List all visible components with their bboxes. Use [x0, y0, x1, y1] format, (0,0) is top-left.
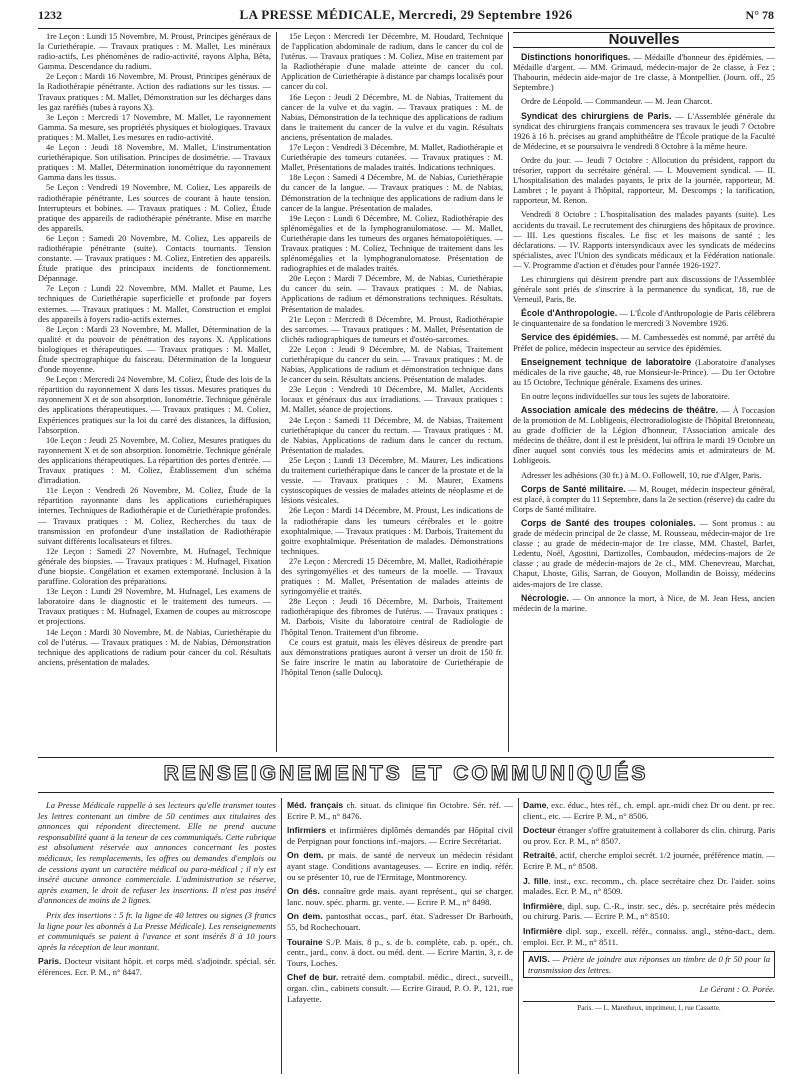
ad-lead: On dem.: [287, 850, 324, 861]
news-text: — À l'occasion de la promotion de M. Lobligeois, électroradiologiste de l'hôpital Bretonneau, au grade d'officier de la Légion d'honneur, l'Association amicale des médecins de théâtre, dont il est le président, lui offrira le mardi 19 Octobre un dîner auquel sont conviés tous les médecins amis et admirateurs de M. Lobligeois.: [513, 406, 775, 466]
news-text: En outre leçons individuelles sur tous les sujets de laboratoire.: [521, 391, 730, 401]
ad-lead: Infirmière: [523, 925, 563, 936]
news-item: [513, 470, 775, 481]
renseignements-column-1: [38, 800, 276, 1072]
lesson-paragraph: 9e Leçon : Mercredi 24 Novembre, M. Coliez, Étude des lois de la répartition du rayonnement X dans les tissus. Mesures pratiques du rayonnement X et de son absorption. Ionométrie. Technique générale des applications thérapeutiques. — Travaux pratiques : M. Coliez, Expériences pratiques sur la loi du carré des distances, la diffusion, l'absorption.: [38, 375, 271, 435]
nouvelles-column: [513, 32, 775, 748]
column-divider: [281, 798, 282, 1074]
lesson-paragraph: 28e Leçon : Jeudi 16 Décembre, M. Darbois, Traitement radiothérapique des fibromes de l'utérus. — Travaux pratiques : M. Darbois, Visite du laboratoire central de Radiologie de l'hôpital Tenon. Traitement d'un fibrome.: [281, 597, 503, 637]
news-item: [513, 357, 775, 388]
ad-lead: Infirmiers: [287, 825, 327, 836]
news-heading: Distinctions honorifiques.: [521, 52, 631, 63]
ad-text: pantosthat occas., parf. état. S'adresser Dr Barbouth, 55, bd Rochechouart.: [287, 911, 513, 932]
lesson-paragraph: 16e Leçon : Jeudi 2 Décembre, M. de Nabias, Traitement du cancer de la vulve et du vagin. — Travaux pratiques : M. de Nabias, Démonstration de la technique des applications de radium dans le traitement du cancer de la vulve et du vagin. Résultats anciens, présentation de malades.: [281, 92, 503, 142]
page-number: 1232: [38, 8, 62, 22]
printer-line: Paris. — L. Maretheux, imprimeur, 1, rue Cassette.: [523, 1001, 775, 1014]
classified-ad: [287, 972, 513, 1004]
news-text: Ordre du jour. — Jeudi 7 Octobre : Allocution du président, rapport du trésorier, rapport du secrétaire général. — I. Mouvement syndical. — II. L'hospitalisation des malades payants, le prix de la journée, rapporteur, M. Lambret ; le payant à l'hôpital, rapporteur, M. Descomps ; la tarification, rapporteur, M. Renon.: [513, 155, 775, 206]
ad-lead: Docteur: [523, 825, 556, 836]
journal-title: LA PRESSE MÉDICALE, Mercredi, 29 Septembre 1926: [239, 7, 573, 22]
news-heading: Service des épidémies.: [521, 332, 619, 343]
news-item: [513, 209, 775, 271]
prices-paragraph: Prix des insertions : 5 fr. la ligne de 40 lettres ou signes (3 francs la ligne pour les abonnés à La Presse Médicale). Les renseignements et communiqués se paient à l'avance et sont insérés 8 à 10 jours après la réception de leur montant.: [38, 909, 276, 952]
news-heading: Corps de Santé des troupes coloniales.: [521, 517, 696, 528]
lesson-paragraph: 7e Leçon : Lundi 22 Novembre, MM. Mallet et Paume, Les techniques de Curiethérapie superficielle et profonde par foyers externes. — Travaux pratiques : M. Mallet, Construction et emploi des appareils à foyers radio-actifs externes.: [38, 284, 271, 324]
ad-lead: Chef de bur.: [287, 972, 339, 983]
news-text: (Laboratoire d'analyses médicales de la rive gauche, 48, rue Monsieur-le-Prince). — Du 1er Octobre au 15 Octobre, Technique générale. Examens des urines.: [513, 357, 775, 387]
lesson-paragraph: 6e Leçon : Samedi 20 Novembre, M. Coliez, Les appareils de radiothérapie pénétrante (suite). Contacts tournants. Tension constante. — Travaux pratiques : M. Coliez, Entretien des appareils. Étude pratique des principaux incidents de fonctionnement. Dépannage.: [38, 233, 271, 284]
news-item: [513, 155, 775, 206]
lesson-paragraph: 5e Leçon : Vendredi 19 Novembre, M. Coliez, Les appareils de radiothérapie pénétrante. Les sources de courant à haute tension. Interrupteurs et bobines. — Travaux pratiques : M. Coliez, Étude pratique des appareils de radiothérapie pénétrante. Mise en marche des appareils.: [38, 183, 271, 233]
news-text: — L'École d'Anthropologie de Paris célèbrera le cinquantenaire de sa fondation le mercredi 3 Novembre 1926.: [513, 309, 775, 329]
news-heading: Enseignement technique de laboratoire: [521, 356, 692, 367]
section-rule: [38, 792, 774, 793]
ad-lead: Paris.: [38, 956, 62, 967]
news-item: [513, 111, 775, 152]
classified-ad: [287, 911, 513, 932]
lesson-paragraph: 15e Leçon : Mercredi 1er Décembre, M. Houdard, Technique de l'application abdominale de radium, dans le cancer du col de l'utérus. — Travaux pratiques : M. Coliez, Mise en traitement par la Radiothérapie d'une malade atteinte de cancer du col. Application de Curiethérapie à distance par champs localisés pour cancer du col.: [281, 32, 503, 92]
gerant-line: Le Gérant : O. Porée.: [699, 984, 775, 995]
renseignements-column-2: [287, 800, 513, 1072]
classified-ad: [287, 800, 513, 821]
lesson-paragraph: 2e Leçon : Mardi 16 Novembre, M. Proust, Principes généraux de la Radiothérapie pénétrante. Action des radiations sur les tissus. — Travaux pratiques : M. Mallet, Démonstration sur les décharges dans les gaz raréfiés (tubes à rayons X).: [38, 72, 271, 112]
classified-ad: [523, 850, 775, 871]
ad-lead: On dem.: [287, 911, 323, 922]
ad-lead: J. fille: [523, 875, 549, 886]
news-item: [513, 52, 775, 93]
news-text: — Médaille d'honneur des épidémies. — Médaille d'argent. — MM. Grimaud, médecin-major de 2e classe, à Fez ; Thabourin, médecin aide-major de 1re classe, à Montpellier. (Journ. off., 25 Septembre.): [513, 53, 775, 93]
ad-text: dipl. sup., excell. référ., connaiss. angl., sténo-dact., dem. emploi. Ecr. P. M., n° 8511.: [523, 925, 775, 947]
column-divider: [276, 32, 277, 752]
course-column-1: [38, 32, 271, 748]
lesson-paragraph: 8e Leçon : Mardi 23 Novembre, M. Mallet, Détermination de la qualité et du pouvoir de pénétration des rayons X. Applications biologiques et thérapeutiques. — Travaux pratiques : M. Mallet, Étude spectrographique du faisceau. Détermination de la longueur d'onde moyenne.: [38, 324, 271, 375]
news-item: [513, 518, 775, 590]
news-text: Les chirurgiens qui désirent prendre part aux discussions de l'Assemblée générale sont priés de s'inscrire à la permanence du syndicat, 18, rue de Verneuil, Paris, 8e.: [513, 274, 775, 305]
ad-lead: Retraité: [523, 850, 555, 861]
lesson-paragraph: 19e Leçon : Lundi 6 Décembre, M. Coliez, Radiothérapie des splénomégalies et de la lymphogranulomatose. — M. Mallet, Curiethérapie dans les tumeurs des organes hématopoïétiques. — Travaux pratiques : M. Coliez, Technique de traitement dans les splénomégalies et la lymphogranulomatose. Présentation de radiographies et de malades traités.: [281, 213, 503, 274]
lesson-paragraph: 22e Leçon : Jeudi 9 Décembre, M. de Nabias, Traitement curiethérapique du cancer du sein. — Travaux pratiques : M. de Nabias, Applications de radium et démonstration technique dans le cancer du sein. Résultats anciens. Présentation de malades.: [281, 344, 503, 385]
ad-text: étranger s'offre gratuitement à collaborer ds clin. chirurg. Paris ou prov. Ecr. P. M., n° 8507.: [523, 825, 775, 846]
news-heading: École d'Anthropologie.: [521, 308, 618, 319]
news-item: [513, 332, 775, 353]
nouvelles-list: [513, 52, 775, 614]
classified-ad: [38, 956, 276, 977]
news-heading: Association amicale des médecins de théâtre.: [521, 405, 719, 415]
lesson-paragraph: 3e Leçon : Mercredi 17 Novembre, M. Mallet, Le rayonnement Gamma. Sa mesure, ses propriétés physiques et biologiques. Travaux pratiques : M. Mallet, Les mesures en radio-activité.: [38, 112, 271, 142]
section-rule: [38, 757, 774, 758]
news-item: [513, 96, 775, 107]
news-text: — M. Rouget, médecin inspecteur général, est placé, à compter du 11 Septembre, dans la 2e section (réserve) du cadre du Corps de Santé militaire.: [513, 484, 775, 514]
classified-ad: [287, 937, 513, 969]
news-text: — Sont promus : au grade de médecin principal de 2e classe, M. Rousseau, médecin-major de 1re classe ; au grade de médecin-major de 1re classe, MM. Chastel, Barlet, Ledentu, Noël, Agostini, Dartizolles, Combaudon, médecins-majors de 2e classe ; au grade de médecin-majors de 2e cl., MM. Chenevreau, Marchat, Chaput, Lhoste, Gilis, Sarran, de Gouyon, Mollandin de Boissy, médecins aides-majors de 1re classe.: [513, 518, 775, 589]
lesson-paragraph: 1re Leçon : Lundi 15 Novembre, M. Proust, Principes généraux de la Curiethérapie. — Travaux pratiques : M. Mallet, Les minéraux radio-actifs, Les phénomènes de radio-activité, rayons Alpha, Bêta, Gamma. Descendance du radium.: [38, 32, 271, 72]
page-header: [38, 6, 774, 29]
lesson-paragraph: 17e Leçon : Vendredi 3 Décembre, M. Mallet, Radiothérapie et Curiethérapie des tumeurs cutanées. — Travaux pratiques : M. Mallet, Présentations de malades traités. Indications techniques.: [281, 143, 503, 173]
notice-paragraph: La Presse Médicale rappelle à ses lecteurs qu'elle transmet toutes les lettres contenant un timbre de 50 centimes aux titulaires des annonces qui répondent directement. Elle ne prend aucune responsabilité quant à la teneur de ces communiqués. Cette rubrique est absolument réservée aux annonces concernant les postes médicaux, les remplacements, les offres ou demandes d'emplois ou de cessions ayant un caractère médical ou para-médical ; il n'y est inséré aucune annonce commerciale. L'administration se réserve, après examen, le droit de refuser les insertions. Il n'est pas inséré d'annonces de moins de 2 lignes.: [38, 800, 276, 906]
classified-ad: [523, 825, 775, 846]
ad-text: , dipl. sup. C.-R., instr. sec., dés. p. secrétaire près médecin ou chirurg. Paris. — Ecrire P. M., n° 8510.: [523, 900, 775, 922]
news-text: — On annonce la mort, à Nice, de M. Jean Hess, ancien médecin de la marine.: [513, 593, 775, 613]
news-item: [513, 308, 775, 329]
ad-text: , exc. éduc., htes réf., ch. empl. apr.-midi chez Dr ou dent. pr rec. client., etc. — Ecrire P. M., n° 8506.: [523, 800, 775, 821]
ads-list: [287, 800, 513, 1004]
lesson-paragraph: 24e Leçon : Samedi 11 Décembre, M. de Nabias, Traitement curiethérapique du cancer du rectum. — Travaux pratiques : M. de Nabias, Applications de radium dans le cancer du rectum. Présentation de malades.: [281, 415, 503, 455]
classified-ad: [523, 901, 775, 922]
issue-number: N° 78: [745, 8, 774, 22]
ad-lead: Méd. français: [287, 800, 344, 810]
section-title: RENSEIGNEMENTS ET COMMUNIQUÉS: [163, 762, 649, 785]
news-heading: Corps de Santé militaire.: [521, 483, 626, 494]
column-divider: [508, 32, 509, 752]
avis-box: [523, 951, 775, 978]
ads-list: [38, 956, 276, 977]
news-item: [513, 593, 775, 614]
ad-lead: Infirmière: [523, 900, 563, 911]
course-column-2: [281, 32, 503, 748]
ad-lead: Touraine: [287, 936, 323, 947]
news-text: — M. Cambessedès est nommé, par arrêté du Préfet de police, médecin inspecteur au service des épidémies.: [513, 333, 775, 353]
news-item: [513, 391, 775, 402]
ad-lead: Dame: [523, 800, 547, 810]
news-item: [513, 274, 775, 305]
news-text: Vendredi 8 Octobre : L'hospitalisation des malades payants (suite). Les accidents du travail. Le recrutement des chirurgiens des hôpitaux de province. — III. Les questions fiscales. Le fisc et les maisons de santé ; les déclarations. — IV. Rapports intersyndicaux avec les syndicats de médecins spécialistes, avec l'Union des syndicats médicaux et la Fédération nationale. — V. Programme d'action et d'études pour l'année 1926-1927.: [513, 210, 775, 270]
lesson-paragraph: 25e Leçon : Lundi 13 Décembre, M. Maurer, Les indications du traitement curiethérapique dans le cancer de la prostate et de la vessie. — Travaux pratiques : M. Maurer, Examens cystoscopiques de vessies de malades atteints de néoplasme et de lésions vésicales.: [281, 455, 503, 506]
lesson-paragraph: 21e Leçon : Mercredi 8 Décembre, M. Proust, Radiothérapie des sarcomes. — Travaux pratiques : M. Mallet, Présentation de clichés radiographiques de tumeurs et d'ostéo-sarcomes.: [281, 314, 503, 344]
lesson-paragraph: 18e Leçon : Samedi 4 Décembre, M. de Nabias, Curiethérapie du cancer de la langue. — Travaux pratiques : M. de Nabias, Démonstration de la technique des applications de radium dans le cancer de la langue. Présentation de malades.: [281, 173, 503, 213]
avis-lead: AVIS.: [528, 954, 550, 965]
news-item: [513, 405, 775, 467]
news-text: Adresser les adhésions (30 fr.) à M. O. Followell, 10, rue d'Alger, Paris.: [521, 470, 762, 480]
ad-text: . inst., exc. recomm., ch. place secrétaire chez Dr. l'aider. soins malades. Ecr. P. M., n° 8509.: [523, 875, 775, 897]
ad-text: , actif, cherche emploi secrét. 1/2 journée, préférence matin. — Ecrire P. M., n° 8508.: [523, 850, 775, 871]
news-text: Ordre de Léopold. — Commandeur. — M. Jean Charcot.: [521, 97, 713, 107]
classified-ad: [287, 886, 513, 907]
lesson-paragraph: 12e Leçon : Samedi 27 Novembre, M. Hufnagel, Technique générale des biopsies. — Travaux pratiques : M. Hufnagel, Fixation d'une biopsie. Congélation et examen extemporané. Inclusion à la paraffine. Coloration des préparations.: [38, 546, 271, 587]
avis-text: — Prière de joindre aux réponses un timbre de 0 fr 50 pour la transmission des lettres.: [528, 954, 770, 975]
lesson-paragraph: 27e Leçon : Mercredi 15 Décembre, M. Mallet, Radiothérapie des syringomyélies et des tumeurs de la moelle. — Travaux pratiques : M. Mallet, Présentation de malades atteints de syringomyélie et traités.: [281, 556, 503, 597]
column-divider: [518, 798, 519, 1074]
ad-text: connaître grde mais. ayant représent., qui se charger. lanc. nouv. spéc. pharm. gr. vente. — Ecrire P. M., n° 8498.: [287, 886, 513, 907]
lesson-paragraph: 13e Leçon : Lundi 29 Novembre, M. Hufnagel, Les examens de laboratoire dans le diagnostic et le traitement des tumeurs. — Travaux pratiques : M. Hufnagel, Examen de coupes au microscope et projections.: [38, 587, 271, 627]
classified-ad: [523, 926, 775, 947]
ad-text: Docteur visitant hôpit. et corps méd. s'adjoindr. spécial. sér. éférences. Ecr. P. M., n° 8447.: [38, 956, 276, 977]
lesson-paragraph: 11e Leçon : Vendredi 26 Novembre, M. Coliez, Étude de la répartition rayonnante dans les applications curiethérapiques internes. Techniques de Radiothérapie et de Curiethérapie profondes. — Travaux pratiques : M. Coliez, Recherches du taux de transmission en profondeur d'une installation de Radiothérapie suivant différents localisateurs et filtres.: [38, 486, 271, 546]
classified-ad: [523, 876, 775, 897]
ad-lead: On dés.: [287, 886, 320, 897]
nouvelles-title: Nouvelles: [513, 32, 775, 48]
news-text: — L'Assemblée générale du syndicat des chirurgiens français commencera ses travaux le jeudi 7 Octobre 1926 à 16 h. précises au grand amphithéâtre de l'École pratique de la Faculté de Médecine, et se poursuivra le vendredi 8 Octobre à la même heure.: [513, 111, 775, 151]
renseignements-column-3: [523, 800, 775, 1072]
classified-ad: [523, 800, 775, 821]
ad-text: pr mais. de santé de nerveux un médecin résidant ayant stage. Conditions avantageuses. — Ecrire en indiq. référ. ou se présenter 10, rue de l'Ermitage, Montmorency.: [287, 850, 513, 882]
news-item: [513, 484, 775, 515]
classified-ad: [287, 825, 513, 846]
ad-text: S./P. Mais. 8 p., s. de b. complète, cab. p. opér., ch. centr., jard., conv. à doct. ou méd. dent. — Ecrire Martin, 3, r. de Tours, Loches.: [287, 936, 513, 968]
ads-list: [523, 800, 775, 947]
ad-text: retraité dem. comptabil. médic., direct., surveill., organ. clin., cabinets consult. — Ecrire Giraud, P. O. P., 121, rue Lafayette.: [287, 972, 513, 1004]
lesson-paragraph: 14e Leçon : Mardi 30 Novembre, M. de Nabias, Curiethérapie du col de l'utérus. — Travaux pratiques : M. de Nabias, Démonstration technique des applications de radium pour cancer du col. Résultats anciens, présentation de malades.: [38, 627, 271, 667]
lesson-paragraph: 10e Leçon : Jeudi 25 Novembre, M. Coliez, Mesures pratiques du rayonnement X et de son absorption. Ionométrie. Technique générale des applications thérapeutiques. La répartition des portes d'entrée. — Travaux pratiques : M. Coliez, Établissement d'un schéma d'irradiation.: [38, 435, 271, 486]
ad-text: ch. situat. ds clinique fin Octobre. Sér. réf. — Ecrire P. M., n° 8476.: [287, 800, 513, 821]
lesson-paragraph: 23e Leçon : Vendredi 10 Décembre, M. Mallet, Accidents locaux et généraux dus aux irradiations. — Travaux pratiques : M. Mallet, séance de projections.: [281, 385, 503, 415]
lesson-paragraph: 4e Leçon : Jeudi 18 Novembre, M. Mallet, L'instrumentation curiethérapique. Son utilisation. Principes de dosimétrie. — Travaux pratiques : M. Mallet, Détermination ionométrique du rayonnement Gamma dans les tissus.: [38, 143, 271, 183]
course-footer-paragraph: Ce cours est gratuit, mais les élèves désireux de prendre part aux démonstrations pratiques auront à verser un droit de 150 fr. Se faire inscrire le matin au laboratoire de Curiethérapie de l'hôpital Tenon (salle Dulocq).: [281, 637, 503, 677]
lesson-paragraph: 20e Leçon : Mardi 7 Décembre, M. de Nabias, Curiethérapie du cancer du sein. — Travaux pratiques : M. de Nabias, Applications de radium et démonstrations techniques. Résultats. Présentation de malades.: [281, 274, 503, 314]
classified-ad: [287, 850, 513, 882]
news-heading: Nécrologie.: [521, 592, 569, 603]
news-heading: Syndicat des chirurgiens de Paris.: [521, 110, 672, 121]
ad-text: et infirmières diplômés demandés par Hôpital civil de Perpignan pour fonctions inf.-majors. — Ecrire Secrétariat.: [287, 825, 513, 846]
lesson-paragraph: 26e Leçon : Mardi 14 Décembre, M. Proust, Les indications de la radiothérapie dans les tumeurs cérébrales et le goitre exophtalmique. — Travaux pratiques : M. Darbois, Traitement du goitre exophtalmique. Présentation de malades. Démonstrations techniques.: [281, 506, 503, 556]
